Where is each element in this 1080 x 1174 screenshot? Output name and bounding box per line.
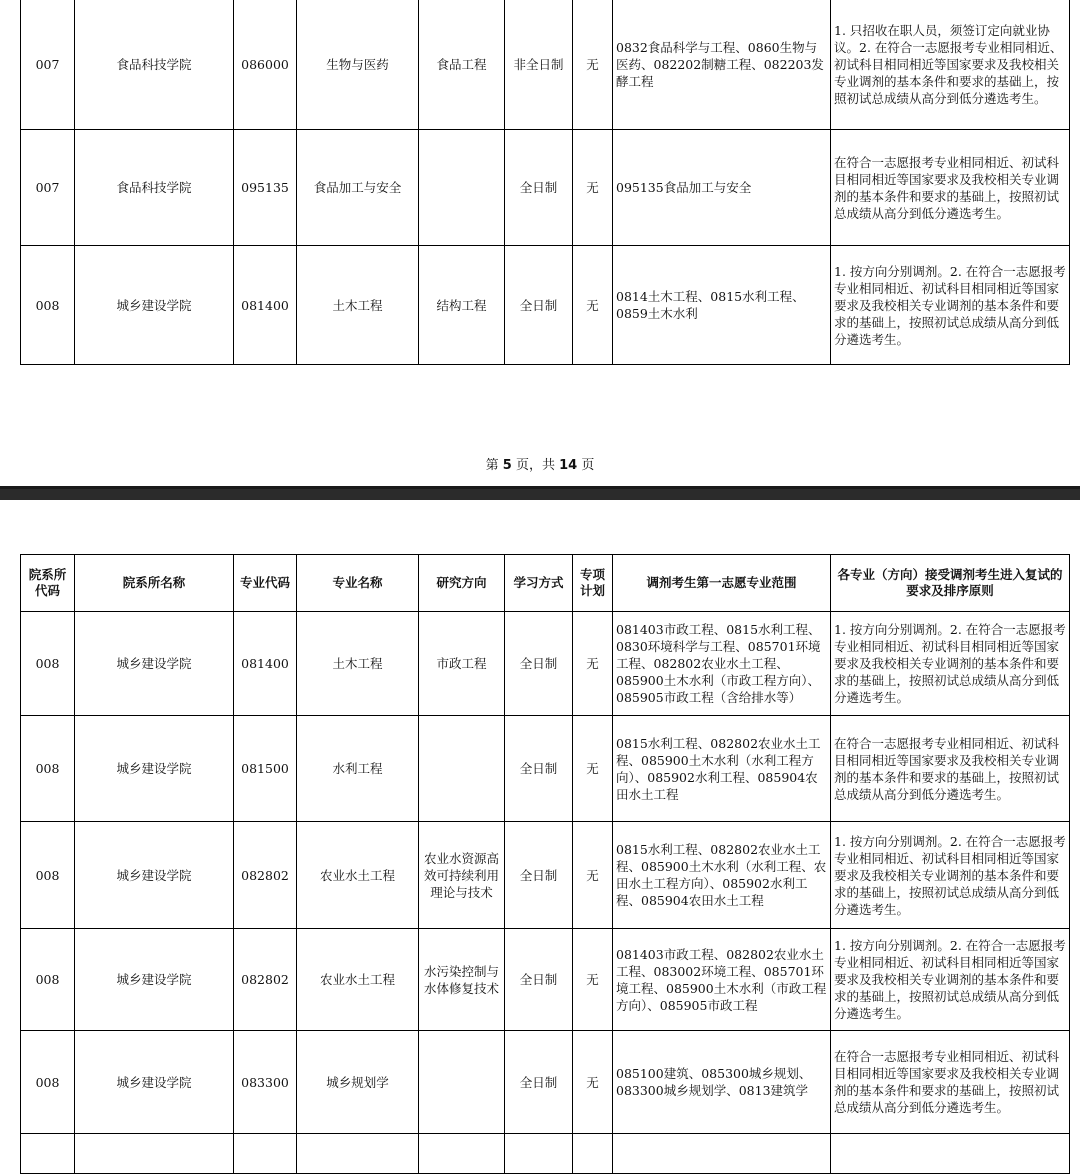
adjust-range-cell: 0832食品科学与工程、0860生物与医药、082202制糖工程、082203发酵工程 xyxy=(613,0,831,130)
empty-cell xyxy=(75,1134,234,1174)
requirements-cell: 1. 按方向分别调剂。2. 在符合一志愿报考专业相同相近、初试科目相同相近等国家要求及我校相关专业调剂的基本条件和要求的基础上，按照初试总成绩从高分到低分遴选考生。 xyxy=(831,612,1070,716)
table-row xyxy=(21,0,1070,130)
college-code-cell: 008 xyxy=(21,716,75,822)
table-row xyxy=(21,822,1070,929)
page-separator xyxy=(0,486,1080,500)
study-mode-cell: 全日制 xyxy=(505,1031,573,1134)
college-name-cell: 城乡建设学院 xyxy=(75,1031,234,1134)
direction-cell: 农业水资源高效可持续利用理论与技术 xyxy=(419,822,505,929)
study-mode-cell: 全日制 xyxy=(505,716,573,822)
table-row xyxy=(21,929,1070,1031)
special-plan-cell: 无 xyxy=(573,130,613,246)
empty-cell xyxy=(21,1134,75,1174)
study-mode-cell: 全日制 xyxy=(505,612,573,716)
current-page-number: 5 xyxy=(502,458,512,473)
major-code-cell: 081500 xyxy=(234,716,297,822)
adjust-range-cell: 095135食品加工与安全 xyxy=(613,130,831,246)
college-code-cell: 008 xyxy=(21,929,75,1031)
page-suffix: 页 xyxy=(581,458,595,473)
table-row xyxy=(21,1031,1070,1134)
requirements-cell: 1. 只招收在职人员，须签订定向就业协议。2. 在符合一志愿报考专业相同相近、初试科目相同相近等国家要求及我校相关专业调剂的基本条件和要求的基础上，按照初试总成绩从高分到低分遴选考生。 xyxy=(831,0,1070,130)
major-name-cell: 食品加工与安全 xyxy=(297,130,419,246)
requirements-cell: 在符合一志愿报考专业相同相近、初试科目相同相近等国家要求及我校相关专业调剂的基本条件和要求的基础上，按照初试总成绩从高分到低分遴选考生。 xyxy=(831,716,1070,822)
table-row xyxy=(21,246,1070,365)
empty-cell xyxy=(831,1134,1070,1174)
header-requirements: 各专业（方向）接受调剂考生进入复试的要求及排序原则 xyxy=(831,555,1070,612)
page-middle-text: 页，共 xyxy=(515,458,555,473)
college-name-cell: 城乡建设学院 xyxy=(75,612,234,716)
table-row-partial xyxy=(21,1134,1070,1174)
header-row xyxy=(21,555,1070,612)
major-name-cell: 农业水土工程 xyxy=(297,929,419,1031)
special-plan-cell: 无 xyxy=(573,246,613,365)
page-prefix: 第 xyxy=(485,458,499,473)
direction-cell xyxy=(419,1031,505,1134)
adjust-range-cell: 081403市政工程、0815水利工程、0830环境科学与工程、085701环境工程、082802农业水土工程、085900土木水利（市政工程方向）、085905市政工程（含给排水等） xyxy=(613,612,831,716)
direction-cell: 食品工程 xyxy=(419,0,505,130)
major-code-cell: 095135 xyxy=(234,130,297,246)
college-name-cell: 食品科技学院 xyxy=(75,130,234,246)
requirements-cell: 1. 按方向分别调剂。2. 在符合一志愿报考专业相同相近、初试科目相同相近等国家要求及我校相关专业调剂的基本条件和要求的基础上，按照初试总成绩从高分到低分遴选考生。 xyxy=(831,929,1070,1031)
study-mode-cell: 全日制 xyxy=(505,130,573,246)
empty-cell xyxy=(297,1134,419,1174)
adjust-range-cell: 081403市政工程、082802农业水土工程、083002环境工程、085701环境工程、085900土木水利（市政工程方向）、085905市政工程 xyxy=(613,929,831,1031)
college-code-cell: 007 xyxy=(21,130,75,246)
study-mode-cell: 全日制 xyxy=(505,929,573,1031)
major-code-cell: 086000 xyxy=(234,0,297,130)
table-row xyxy=(21,130,1070,246)
table-row xyxy=(21,612,1070,716)
major-name-cell: 城乡规划学 xyxy=(297,1031,419,1134)
direction-cell: 水污染控制与水体修复技术 xyxy=(419,929,505,1031)
major-name-cell: 土木工程 xyxy=(297,246,419,365)
direction-cell: 市政工程 xyxy=(419,612,505,716)
special-plan-cell: 无 xyxy=(573,612,613,716)
college-name-cell: 城乡建设学院 xyxy=(75,822,234,929)
adjust-range-cell: 0815水利工程、082802农业水土工程、085900土木水利（水利工程方向）、085902水利工程、085904农田水土工程 xyxy=(613,716,831,822)
requirements-cell: 1. 按方向分别调剂。2. 在符合一志愿报考专业相同相近、初试科目相同相近等国家要求及我校相关专业调剂的基本条件和要求的基础上，按照初试总成绩从高分到低分遴选考生。 xyxy=(831,822,1070,929)
direction-cell xyxy=(419,716,505,822)
college-code-cell: 008 xyxy=(21,1031,75,1134)
adjust-range-cell: 0814土木工程、0815水利工程、0859土木水利 xyxy=(613,246,831,365)
major-code-cell: 081400 xyxy=(234,612,297,716)
empty-cell xyxy=(419,1134,505,1174)
college-name-cell: 城乡建设学院 xyxy=(75,929,234,1031)
special-plan-cell: 无 xyxy=(573,929,613,1031)
empty-cell xyxy=(573,1134,613,1174)
page-indicator xyxy=(0,454,1080,473)
admission-table-top xyxy=(20,0,1070,365)
table-row xyxy=(21,716,1070,822)
college-name-cell: 城乡建设学院 xyxy=(75,246,234,365)
requirements-cell: 在符合一志愿报考专业相同相近、初试科目相同相近等国家要求及我校相关专业调剂的基本条件和要求的基础上，按照初试总成绩从高分到低分遴选考生。 xyxy=(831,1031,1070,1134)
major-name-cell: 土木工程 xyxy=(297,612,419,716)
adjust-range-cell: 0815水利工程、082802农业水土工程、085900土木水利（水利工程、农田水土工程方向）、085902水利工程、085904农田水土工程 xyxy=(613,822,831,929)
special-plan-cell: 无 xyxy=(573,1031,613,1134)
special-plan-cell: 无 xyxy=(573,0,613,130)
major-name-cell: 农业水土工程 xyxy=(297,822,419,929)
header-adjust-range: 调剂考生第一志愿专业范围 xyxy=(613,555,831,612)
header-college-code: 院系所代码 xyxy=(21,555,75,612)
empty-cell xyxy=(234,1134,297,1174)
header-major-code: 专业代码 xyxy=(234,555,297,612)
special-plan-cell: 无 xyxy=(573,716,613,822)
admission-table-bottom xyxy=(20,554,1070,1174)
major-code-cell: 082802 xyxy=(234,929,297,1031)
major-code-cell: 083300 xyxy=(234,1031,297,1134)
major-name-cell: 生物与医药 xyxy=(297,0,419,130)
college-name-cell: 食品科技学院 xyxy=(75,0,234,130)
college-code-cell: 008 xyxy=(21,822,75,929)
empty-cell xyxy=(505,1134,573,1174)
empty-cell xyxy=(613,1134,831,1174)
major-code-cell: 081400 xyxy=(234,246,297,365)
study-mode-cell: 非全日制 xyxy=(505,0,573,130)
header-special-plan: 专项计划 xyxy=(573,555,613,612)
direction-cell xyxy=(419,130,505,246)
college-code-cell: 008 xyxy=(21,246,75,365)
direction-cell: 结构工程 xyxy=(419,246,505,365)
study-mode-cell: 全日制 xyxy=(505,822,573,929)
major-code-cell: 082802 xyxy=(234,822,297,929)
college-name-cell: 城乡建设学院 xyxy=(75,716,234,822)
header-major-name: 专业名称 xyxy=(297,555,419,612)
requirements-cell: 在符合一志愿报考专业相同相近、初试科目相同相近等国家要求及我校相关专业调剂的基本条件和要求的基础上，按照初试总成绩从高分到低分遴选考生。 xyxy=(831,130,1070,246)
header-college-name: 院系所名称 xyxy=(75,555,234,612)
special-plan-cell: 无 xyxy=(573,822,613,929)
major-name-cell: 水利工程 xyxy=(297,716,419,822)
college-code-cell: 008 xyxy=(21,612,75,716)
adjust-range-cell: 085100建筑、085300城乡规划、083300城乡规划学、0813建筑学 xyxy=(613,1031,831,1134)
header-study-mode: 学习方式 xyxy=(505,555,573,612)
header-direction: 研究方向 xyxy=(419,555,505,612)
requirements-cell: 1. 按方向分别调剂。2. 在符合一志愿报考专业相同相近、初试科目相同相近等国家要求及我校相关专业调剂的基本条件和要求的基础上，按照初试总成绩从高分到低分遴选考生。 xyxy=(831,246,1070,365)
total-page-number: 14 xyxy=(559,458,578,473)
college-code-cell: 007 xyxy=(21,0,75,130)
study-mode-cell: 全日制 xyxy=(505,246,573,365)
